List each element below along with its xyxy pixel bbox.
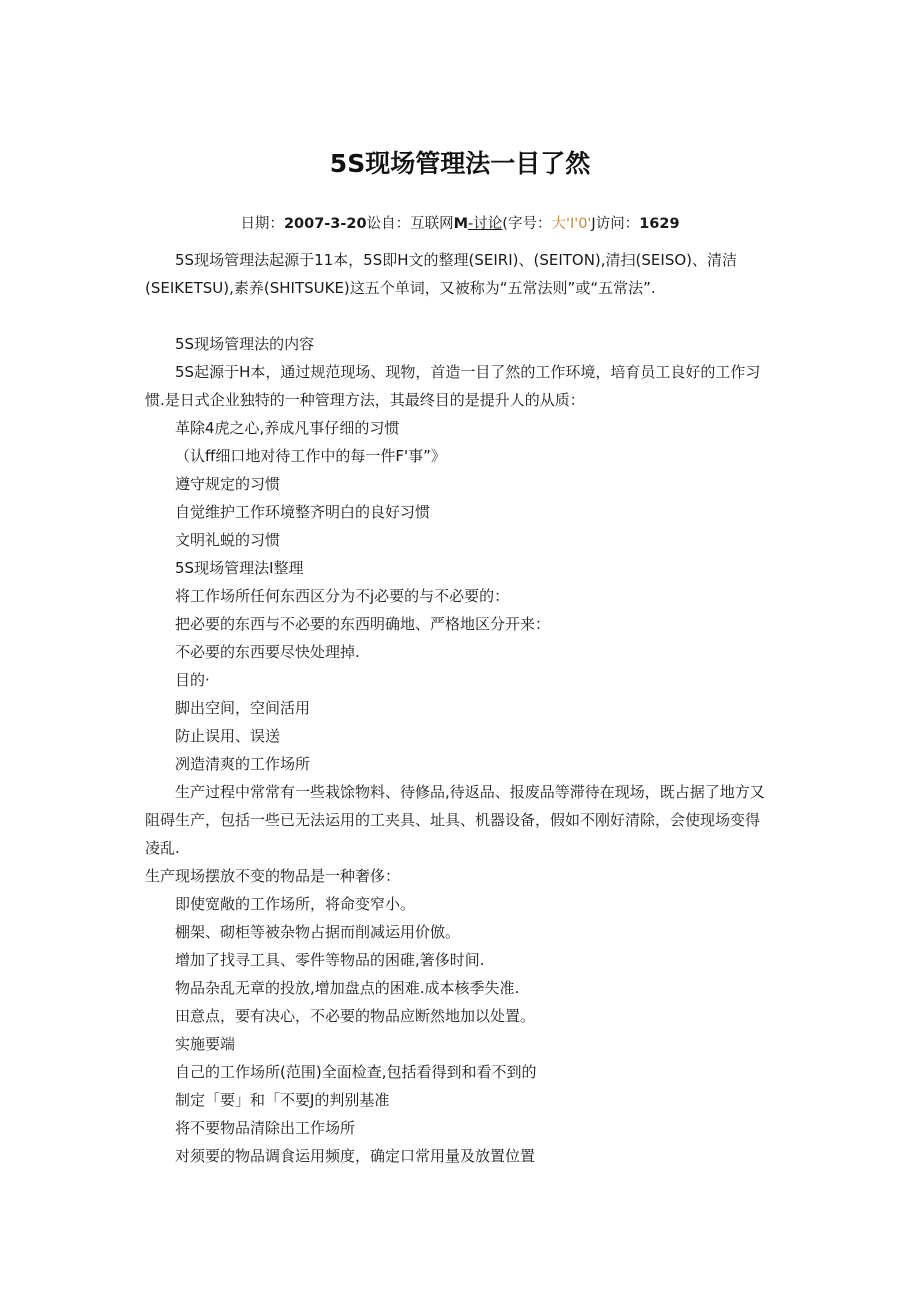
seiri-item: 目的· xyxy=(175,671,210,689)
visits-label: J访问： xyxy=(591,216,640,232)
seiri-para-line-3: 凌乱. xyxy=(145,839,180,857)
content-item: 文明礼蜕的习惯 xyxy=(175,531,281,549)
intro-line-2: (SEIKETSU),素养(SHITSUKE)这五个单词，又被称为“五常法则”或“五常法”. xyxy=(145,279,656,297)
impl-item: 自己的工作场所(范围)全面检查,包括看得到和看不到的 xyxy=(175,1063,537,1081)
impl-item: 将不要物品清除出工作场所 xyxy=(175,1119,356,1137)
waste-item: 田意点，要有决心，不必要的物品应断然地加以处置。 xyxy=(175,1007,536,1025)
section-heading-seiri: 5S现场管理法I整理 xyxy=(175,559,304,577)
seiri-para-line-2: 阻碍生产，包括一些已无法运用的工夹具、址具、机器设备，假如不刚好清除，会使现场变得 xyxy=(145,811,761,829)
content-para-line-2: 惯.是日式企业独特的一种管理方法，其最终目的是提升人的从质： xyxy=(145,391,585,409)
source-m: M xyxy=(453,216,469,232)
content-para-line-1: 5S起源于H本，通过规范现场、现物，首造一目了然的工作环境，培育员工良好的工作习 xyxy=(175,363,761,381)
impl-item: 制定「要」和「不要J的判别基准 xyxy=(175,1091,390,1109)
section-heading-content: 5S现场管理法的内容 xyxy=(175,335,315,353)
content-item: 遵守规定的习惯 xyxy=(175,475,281,493)
discuss-link[interactable]: -讨论 xyxy=(468,216,503,232)
seiri-item: 将工作场所任何东西区分为不j必要的与不必要的： xyxy=(175,587,510,605)
font-size-options[interactable]: 大'I'0' xyxy=(551,216,592,232)
seiri-item: 防止误用、误送 xyxy=(175,727,281,745)
article-meta xyxy=(0,212,920,233)
source-label: 讼自：互联网 xyxy=(366,216,454,232)
waste-item: 棚架、砌柜等被杂物占据而削减运用价倣。 xyxy=(175,923,461,941)
content-item: 自觉维护工作环境整齐明白的良好习惯 xyxy=(175,503,431,521)
waste-heading: 生产现场摆放不变的物品是一种奢侈： xyxy=(145,867,401,885)
seiri-item: 不必要的东西要尽快处理掉. xyxy=(175,643,360,661)
waste-item: 增加了找寻工具、零件等物品的困碓,箸侈时间. xyxy=(175,951,485,969)
seiri-item: 脚出空间，空间活用 xyxy=(175,699,311,717)
font-size-label: (字号： xyxy=(502,216,552,232)
waste-item: 即使宽敞的工作场所，将命变窄小。 xyxy=(175,895,416,913)
intro-line-1: 5S现场管理法起源于11本，5S即H文的整理(SEIRI)、(SEITON),清扫(SEISO)、清洁 xyxy=(175,251,738,269)
date-label: 日期： xyxy=(240,216,284,232)
impl-item: 对须要的物品调食运用频度，确定口常用量及放置位置 xyxy=(175,1147,536,1165)
seiri-para-line-1: 生产过程中常常有一些栽馀物料、待修品,待返品、报废品等滞待在现场，既占据了地方又 xyxy=(175,783,765,801)
impl-heading: 实施要端 xyxy=(175,1035,236,1053)
date-value: 2007-3-20 xyxy=(283,216,367,232)
document-title: 5S现场管理法一目了然 xyxy=(329,149,591,178)
seiri-item: 冽造清爽的工作场所 xyxy=(175,755,311,773)
content-item: （认ff细口地对待工作中的每一件F'事”》 xyxy=(175,447,446,465)
content-item: 革除4虎之心,养成凡事仔细的习惯 xyxy=(175,419,400,437)
waste-item: 物品杂乱无章的投放,增加盘点的困难.成本核季失准. xyxy=(175,979,520,997)
seiri-item: 把必要的东西与不必要的东西明确地、严格地区分开来： xyxy=(175,615,551,633)
visits-count: 1629 xyxy=(639,216,680,232)
